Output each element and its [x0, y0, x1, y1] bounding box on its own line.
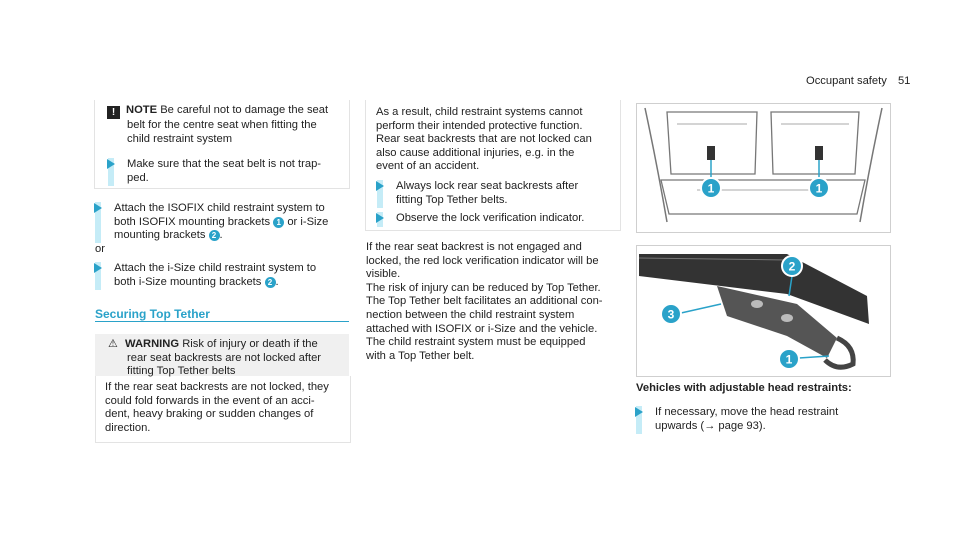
step-line: upwards (→ page 93).	[655, 419, 766, 432]
arrow-right-icon	[376, 213, 384, 223]
body-line: If the rear seat backrests are not locked, they	[105, 381, 329, 393]
page-header	[806, 75, 910, 89]
body-line: visible.	[366, 268, 401, 281]
body-line: Rear seat backrests that are not locked can	[376, 133, 592, 146]
body-line: dent, heavy braking or sudden changes of	[105, 408, 314, 421]
step-text: both i-Size mounting brackets	[114, 275, 262, 288]
warning-triangle-icon: ⚠	[107, 338, 119, 350]
callout-badge-1: 1	[273, 217, 284, 228]
body-line: As a result, child restraint systems cannot	[376, 106, 583, 118]
body-line: nection between the child restraint system	[366, 308, 575, 321]
arrow-right-icon	[94, 203, 102, 213]
or-text: or	[95, 243, 105, 255]
callout-label: 1	[815, 181, 823, 196]
head-restraint-step	[636, 406, 876, 434]
body-line: The child restraint system must be equipped	[366, 336, 586, 349]
step-text: or i-Size	[287, 215, 329, 228]
step-text: both ISOFIX mounting brackets	[114, 215, 271, 228]
callout-label: 3	[667, 307, 675, 322]
body-line: locked, the red lock verification indicator will be	[366, 254, 599, 267]
step-line: ped.	[127, 171, 149, 184]
step-line: Make sure that the seat belt is not trap-	[127, 158, 322, 170]
page-number: 51	[897, 75, 911, 87]
callout-label: 2	[788, 259, 796, 274]
warning-label: WARNING	[125, 338, 180, 350]
step-text: mounting brackets	[114, 229, 206, 242]
note-label: NOTE	[126, 104, 158, 116]
figure-isofix-brackets	[636, 103, 891, 233]
note-line: child restraint system	[127, 132, 233, 145]
figure-isize-bracket	[636, 245, 891, 377]
warning-line: Risk of injury or death if the	[182, 338, 318, 350]
heading-rule	[95, 321, 349, 322]
body-line: direction.	[105, 421, 151, 434]
body-line: The risk of injury can be reduced by Top Tether.	[366, 281, 601, 294]
notice-icon: !	[107, 106, 120, 119]
note-step	[108, 158, 338, 186]
mid-text	[366, 241, 620, 363]
body-line: attached with ISOFIX or i-Size and the vehicle.	[366, 322, 598, 335]
body-line: also cause additional injuries, e.g. in the	[376, 146, 575, 159]
step-line: Always lock rear seat backrests after	[396, 180, 579, 192]
callout-label: 1	[785, 352, 793, 367]
arrow-right-icon	[635, 407, 643, 417]
step-line: Attach the i-Size child restraint system to	[114, 262, 317, 274]
body-line: could fold forwards in the event of an acci-	[105, 394, 315, 407]
step-text: .	[219, 229, 223, 242]
arrow-right-icon	[376, 181, 384, 191]
warning-content	[107, 338, 345, 379]
step-line: fitting Top Tether belts.	[396, 193, 508, 206]
callout-label: 1	[707, 181, 715, 196]
arrow-right-icon	[107, 159, 115, 169]
bracket-illustration	[637, 246, 890, 376]
rear-seat-illustration	[637, 104, 890, 232]
warning-body	[105, 381, 345, 435]
isofix-step	[95, 202, 345, 243]
step-line: Attach the ISOFIX child restraint system to	[114, 202, 325, 214]
warning-line: fitting Top Tether belts	[127, 365, 236, 378]
note-content	[107, 104, 347, 146]
section-title: Occupant safety	[806, 75, 887, 87]
observe-step	[377, 212, 612, 227]
step-text: .	[275, 275, 279, 288]
body-line: with a Top Tether belt.	[366, 349, 475, 362]
body-line: perform their intended protective function.	[376, 119, 583, 132]
note-line: Be careful not to damage the seat	[160, 104, 329, 116]
step-line: If necessary, move the head restraint	[655, 406, 839, 418]
note-line: belt for the centre seat when fitting the	[127, 119, 317, 131]
body-line: The Top Tether belt facilitates an additional con-	[366, 295, 603, 308]
subsection-heading: Vehicles with adjustable head restraints:	[636, 382, 852, 394]
body-line: event of an accident.	[376, 160, 480, 173]
warning-line: rear seat backrests are not locked after	[127, 351, 322, 364]
step-line: Observe the lock verification indicator.	[396, 212, 585, 224]
callout-badge-2: 2	[209, 230, 220, 241]
body-line: If the rear seat backrest is not engaged and	[366, 241, 582, 253]
result-content	[376, 106, 614, 174]
lock-step	[377, 180, 612, 208]
arrow-right-icon	[94, 263, 102, 273]
callout-badge-2: 2	[265, 277, 276, 288]
section-heading: Securing Top Tether	[95, 307, 210, 321]
isize-step	[95, 262, 345, 290]
